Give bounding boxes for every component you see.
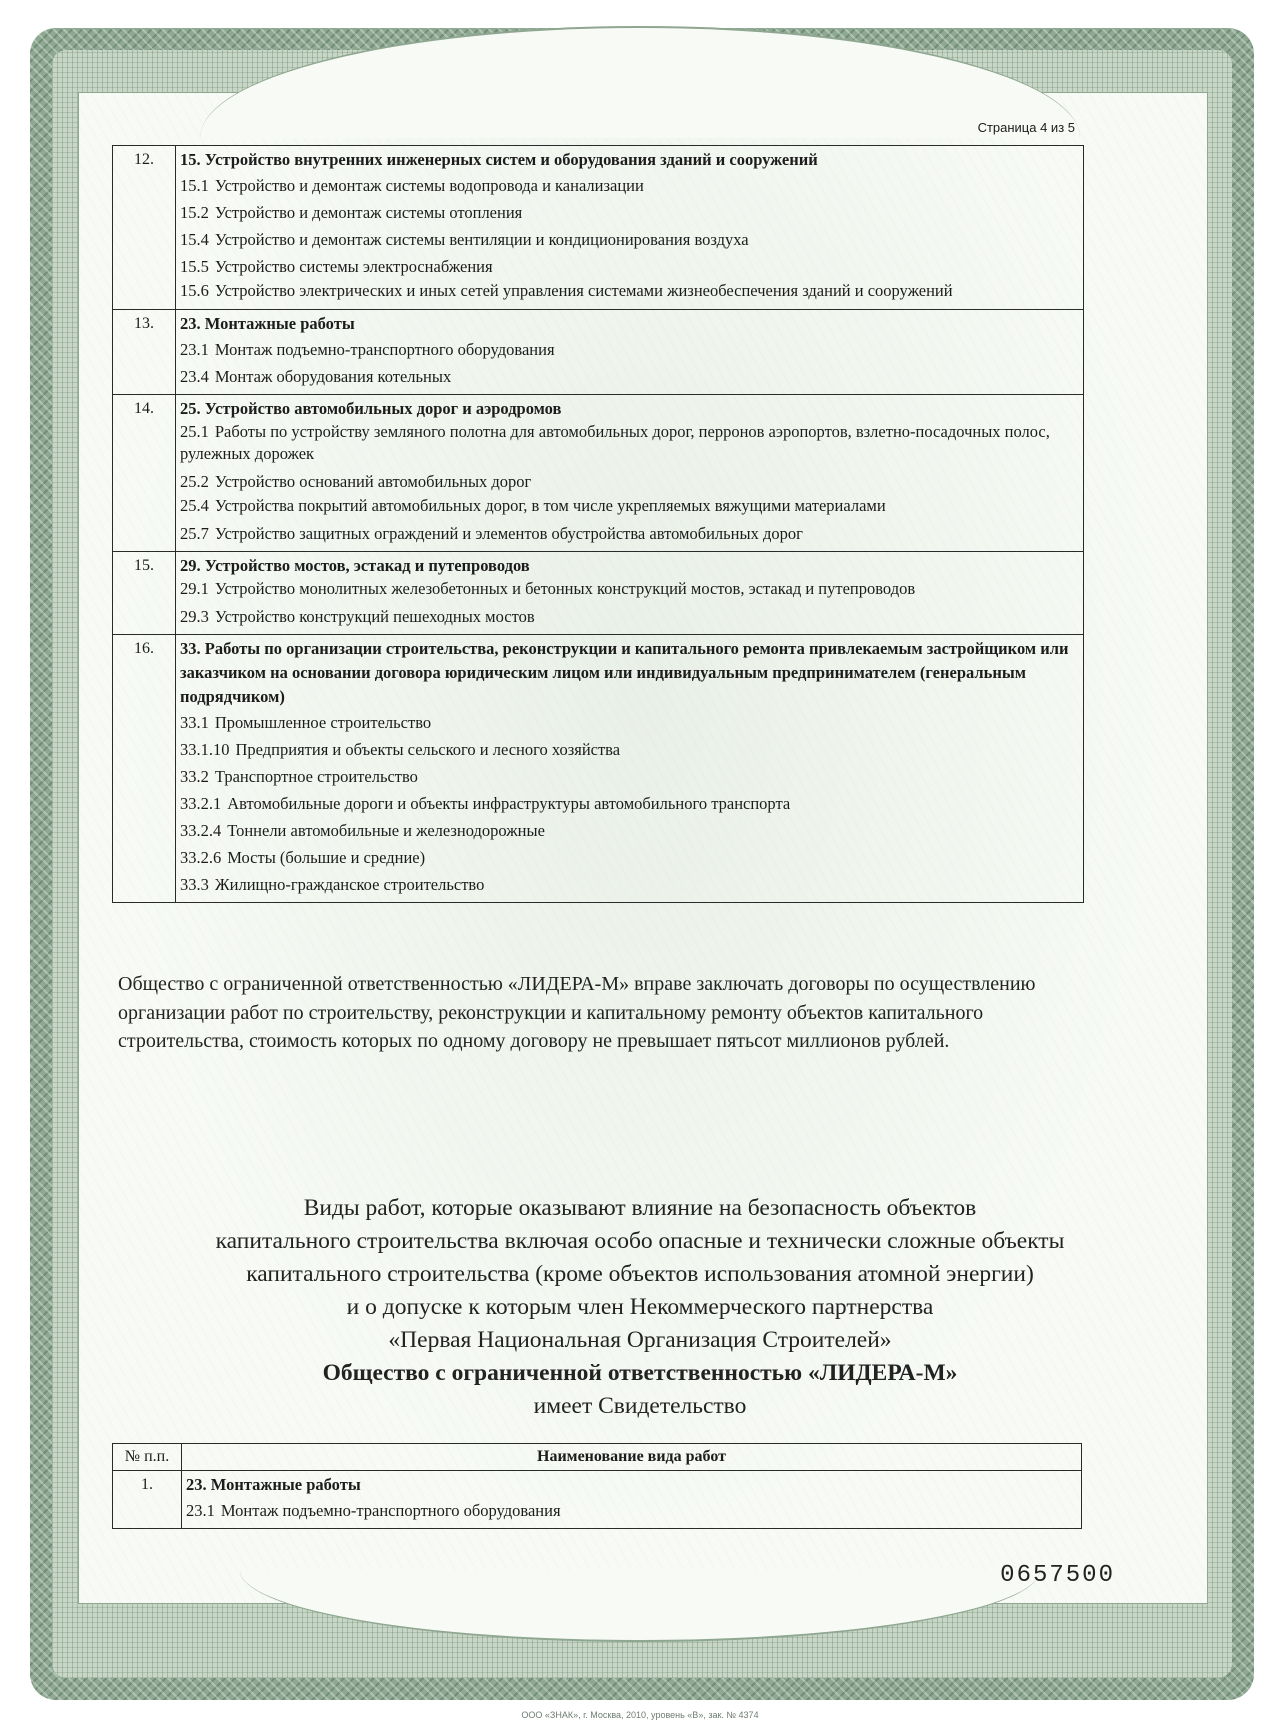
row-number: 14. — [113, 395, 176, 552]
work-item — [180, 253, 1079, 280]
work-item — [180, 871, 1079, 898]
work-item — [180, 817, 1079, 844]
work-item-text: Устройство электрических и иных сетей управления системами жизнеобеспечения зданий и сооружений — [214, 281, 953, 300]
work-item — [180, 468, 1079, 495]
work-item-text: Устройство монолитных железобетонных и бетонных конструкций мостов, эстакад и путепроводов — [214, 579, 916, 598]
work-item-code: 33.1 — [180, 713, 209, 732]
company-name: Общество с ограниченной ответственностью «ЛИДЕРА-М» — [322, 1360, 958, 1386]
work-item-code: 23.1 — [186, 1501, 215, 1520]
table-header-row — [113, 1444, 1082, 1471]
work-item — [180, 763, 1079, 790]
work-item — [180, 844, 1079, 871]
printer-footer: ООО «ЗНАК», г. Москва, 2010, уровень «В», зак. № 4374 — [521, 1710, 759, 1720]
work-item-code: 33.2.1 — [180, 794, 222, 813]
table-row — [113, 146, 1084, 310]
work-item-text: Транспортное строительство — [214, 767, 418, 786]
work-item — [180, 520, 1079, 547]
work-item-code: 29.1 — [180, 579, 209, 598]
work-item — [180, 578, 1079, 600]
work-item — [180, 421, 1079, 465]
works-table-primary — [112, 145, 1084, 903]
work-item-text: Автомобильные дороги и объекты инфраструктуры автомобильного транспорта — [227, 794, 791, 813]
row-number: 12. — [113, 146, 176, 310]
work-item-code: 33.1.10 — [180, 740, 230, 759]
table-row — [113, 310, 1084, 395]
work-item-text: Предприятия и объекты сельского и лесного хозяйства — [235, 740, 621, 759]
works-table-dangerous — [112, 1443, 1082, 1529]
table-row — [113, 552, 1084, 635]
work-item — [180, 280, 1079, 302]
row-content — [176, 310, 1084, 395]
header-num: № п.п. — [113, 1444, 182, 1471]
section-title-line: Виды работ, которые оказывают влияние на безопасность объектов — [303, 1195, 977, 1221]
header-work-name: Наименование вида работ — [182, 1444, 1082, 1471]
row-number: 15. — [113, 552, 176, 635]
row-content — [176, 635, 1084, 903]
work-group-title: 29. Устройство мостов, эстакад и путепроводов — [180, 556, 530, 575]
work-item-text: Устройство защитных ограждений и элементов обустройства автомобильных дорог — [214, 524, 803, 543]
work-item — [180, 199, 1079, 226]
work-item-code: 15.6 — [180, 281, 209, 300]
work-item — [186, 1497, 1077, 1524]
work-item-text: Устройство системы электроснабжения — [214, 257, 493, 276]
contract-limit-paragraph: Общество с ограниченной ответственностью «ЛИДЕРА-М» вправе заключать договоры по осуществлению организации работ по строительству, реконструкции и капитальному ремонту объектов капитального строительства, стоимость которых по одному договору не превышает пятьсот миллионов рублей. — [118, 973, 1036, 1052]
serial-number: 0657500 — [1000, 1562, 1115, 1589]
row-number: 16. — [113, 635, 176, 903]
work-item — [180, 226, 1079, 253]
work-item — [180, 363, 1079, 390]
work-item — [180, 172, 1079, 199]
row-content — [176, 146, 1084, 310]
work-item — [180, 495, 1079, 517]
row-content — [182, 1471, 1082, 1529]
work-item-text: Монтаж оборудования котельных — [214, 367, 452, 386]
work-item-code: 15.2 — [180, 203, 209, 222]
work-item-text: Промышленное строительство — [214, 713, 432, 732]
work-item-code: 25.1 — [180, 422, 209, 441]
row-content — [176, 552, 1084, 635]
work-item-code: 33.2.6 — [180, 848, 222, 867]
work-item-text: Мосты (большие и средние) — [227, 848, 426, 867]
work-item-code: 33.2 — [180, 767, 209, 786]
work-group-title: 33. Работы по организации строительства, реконструкции и капитального ремонта привлекаемым застройщиком или заказчиком на основании договора юридическим лицом или индивидуальным предпринимателем (генеральным подрядчиком) — [180, 639, 1069, 706]
work-item — [180, 603, 1079, 630]
work-group-title: 15. Устройство внутренних инженерных систем и оборудования зданий и сооружений — [180, 150, 818, 169]
work-item-text: Жилищно-гражданское строительство — [214, 875, 485, 894]
work-item-code: 33.2.4 — [180, 821, 222, 840]
work-item-code: 33.3 — [180, 875, 209, 894]
work-item-text: Монтаж подъемно-транспортного оборудования — [220, 1501, 561, 1520]
table-row — [113, 1471, 1082, 1529]
section-title-line: «Первая Национальная Организация Строителей» — [388, 1327, 892, 1353]
page-number: Страница 4 из 5 — [977, 120, 1075, 135]
work-item-code: 25.2 — [180, 472, 209, 491]
work-item-text: Устройство конструкций пешеходных мостов — [214, 607, 535, 626]
work-item-text: Устройство оснований автомобильных дорог — [214, 472, 532, 491]
work-item-code: 23.4 — [180, 367, 209, 386]
work-item-code: 15.5 — [180, 257, 209, 276]
work-item — [180, 336, 1079, 363]
certificate-line: имеет Свидетельство — [533, 1393, 747, 1419]
work-item-code: 15.1 — [180, 176, 209, 195]
work-item-text: Монтаж подъемно-транспортного оборудования — [214, 340, 555, 359]
work-item-code: 15.4 — [180, 230, 209, 249]
row-number: 1. — [113, 1471, 182, 1529]
work-item — [180, 736, 1079, 763]
work-item-code: 25.7 — [180, 524, 209, 543]
work-item — [180, 790, 1079, 817]
section-title-line: и о допуске к которым член Некоммерческого партнерства — [346, 1294, 934, 1320]
row-content — [176, 395, 1084, 552]
work-item-text: Устройство и демонтаж системы отопления — [214, 203, 523, 222]
work-group-title: 23. Монтажные работы — [186, 1475, 361, 1494]
section-title-line: капитального строительства включая особо опасные и технически сложные объекты — [215, 1228, 1065, 1254]
work-group-title: 23. Монтажные работы — [180, 314, 355, 333]
work-item-text: Устройства покрытий автомобильных дорог, в том числе укрепляемых вяжущими материалами — [214, 496, 886, 515]
work-item-code: 23.1 — [180, 340, 209, 359]
work-item-text: Устройство и демонтаж системы вентиляции и кондиционирования воздуха — [214, 230, 749, 249]
row-number: 13. — [113, 310, 176, 395]
work-group-title: 25. Устройство автомобильных дорог и аэродромов — [180, 399, 562, 418]
work-item-code: 25.4 — [180, 496, 209, 515]
table-row — [113, 635, 1084, 903]
work-item-text: Тоннели автомобильные и железнодорожные — [227, 821, 545, 840]
work-item-code: 29.3 — [180, 607, 209, 626]
work-item-text: Работы по устройству земляного полотна для автомобильных дорог, перронов аэропортов, взлетно-посадочных полос, рулежных дорожек — [180, 422, 1050, 463]
section-title — [100, 1192, 1180, 1423]
table-row — [113, 395, 1084, 552]
work-item-text: Устройство и демонтаж системы водопровода и канализации — [214, 176, 644, 195]
work-item — [180, 709, 1079, 736]
section-title-line: капитального строительства (кроме объектов использования атомной энергии) — [246, 1261, 1034, 1287]
